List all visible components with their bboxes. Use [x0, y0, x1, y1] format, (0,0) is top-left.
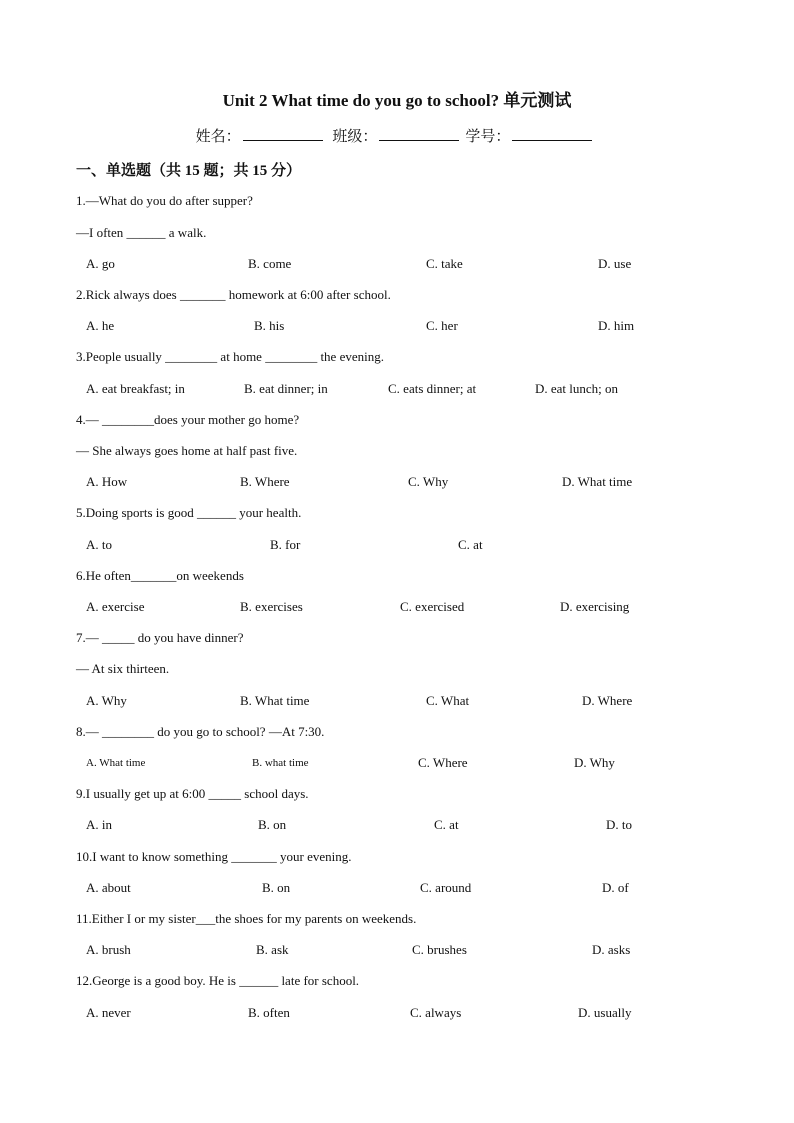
- question-1-line-1: 1.—What do you do after supper?: [76, 193, 253, 208]
- id-blank: [512, 126, 592, 141]
- question-9-line-1: 9.I usually get up at 6:00 _____ school days.: [76, 786, 309, 801]
- option-a: A. about: [86, 880, 131, 895]
- section-heading: 一、单选题（共 15 题；共 15 分）: [76, 163, 302, 179]
- student-info-line: [0, 125, 794, 146]
- name-blank: [243, 126, 323, 141]
- option-c: C. at: [434, 817, 459, 832]
- option-b: B. Where: [240, 474, 290, 489]
- option-c: C. Why: [408, 474, 449, 489]
- class-label: 班级：: [332, 129, 378, 145]
- option-b: B. his: [254, 318, 285, 333]
- question-6-line-1: 6.He often_______on weekends: [76, 568, 244, 583]
- option-d: D. use: [598, 256, 632, 271]
- option-b: B. eat dinner; in: [244, 381, 328, 396]
- option-a: A. How: [86, 474, 128, 489]
- option-b: B. on: [258, 817, 287, 832]
- question-12-line-1: 12.George is a good boy. He is ______ late for school.: [76, 973, 360, 988]
- question-2-line-1: 2.Rick always does _______ homework at 6:00 after school.: [76, 287, 391, 302]
- option-d: D. Where: [582, 693, 633, 708]
- option-c: C. her: [426, 318, 458, 333]
- option-d: D. usually: [578, 1005, 632, 1020]
- option-c: C. around: [420, 880, 472, 895]
- option-d: D. exercising: [560, 599, 630, 614]
- option-a: A. What time: [86, 757, 146, 769]
- option-c: C. Where: [418, 755, 468, 770]
- question-8-line-1: 8.— ________ do you go to school? —At 7:30.: [76, 724, 325, 739]
- option-c: C. brushes: [412, 942, 467, 957]
- option-c: C. take: [426, 256, 463, 271]
- option-b: B. on: [262, 880, 291, 895]
- option-d: D. eat lunch; on: [535, 381, 619, 396]
- question-4-line-2: — She always goes home at half past five.: [76, 443, 298, 458]
- option-b: B. what time: [252, 757, 309, 769]
- option-a: A. he: [86, 318, 115, 333]
- option-a: A. eat breakfast; in: [86, 381, 185, 396]
- option-c: C. at: [458, 537, 483, 552]
- option-a: A. to: [86, 537, 112, 552]
- option-b: B. ask: [256, 942, 289, 957]
- option-a: A. in: [86, 817, 112, 832]
- option-b: B. What time: [240, 693, 310, 708]
- class-blank: [379, 126, 459, 141]
- option-d: D. him: [598, 318, 635, 333]
- option-d: D. What time: [562, 474, 633, 489]
- option-d: D. to: [606, 817, 632, 832]
- question-5-line-1: 5.Doing sports is good ______ your health.: [76, 505, 302, 520]
- option-c: C. always: [410, 1005, 462, 1020]
- option-a: A. never: [86, 1005, 131, 1020]
- question-1-line-2: —I often ______ a walk.: [76, 225, 207, 240]
- option-b: B. exercises: [240, 599, 303, 614]
- question-11-line-1: 11.Either I or my sister___the shoes for my parents on weekends.: [76, 911, 417, 926]
- id-label: 学号：: [465, 129, 511, 145]
- question-4-line-1: 4.— ________does your mother go home?: [76, 412, 300, 427]
- question-7-line-1: 7.— _____ do you have dinner?: [76, 630, 244, 645]
- question-7-line-2: — At six thirteen.: [76, 661, 170, 676]
- option-d: D. Why: [574, 755, 615, 770]
- question-3-line-1: 3.People usually ________ at home ________ the evening.: [76, 349, 384, 364]
- page-title: Unit 2 What time do you go to school? 单元测试: [222, 91, 572, 110]
- option-a: A. Why: [86, 693, 127, 708]
- option-c: C. eats dinner; at: [388, 381, 477, 396]
- option-b: B. come: [248, 256, 292, 271]
- option-a: A. brush: [86, 942, 131, 957]
- option-a: A. exercise: [86, 599, 145, 614]
- option-c: C. exercised: [400, 599, 465, 614]
- question-10-line-1: 10.I want to know something _______ your evening.: [76, 849, 352, 864]
- option-b: B. for: [270, 537, 301, 552]
- option-b: B. often: [248, 1005, 290, 1020]
- name-label: 姓名：: [195, 129, 241, 145]
- option-d: D. of: [602, 880, 629, 895]
- option-d: D. asks: [592, 942, 631, 957]
- option-c: C. What: [426, 693, 470, 708]
- option-a: A. go: [86, 256, 115, 271]
